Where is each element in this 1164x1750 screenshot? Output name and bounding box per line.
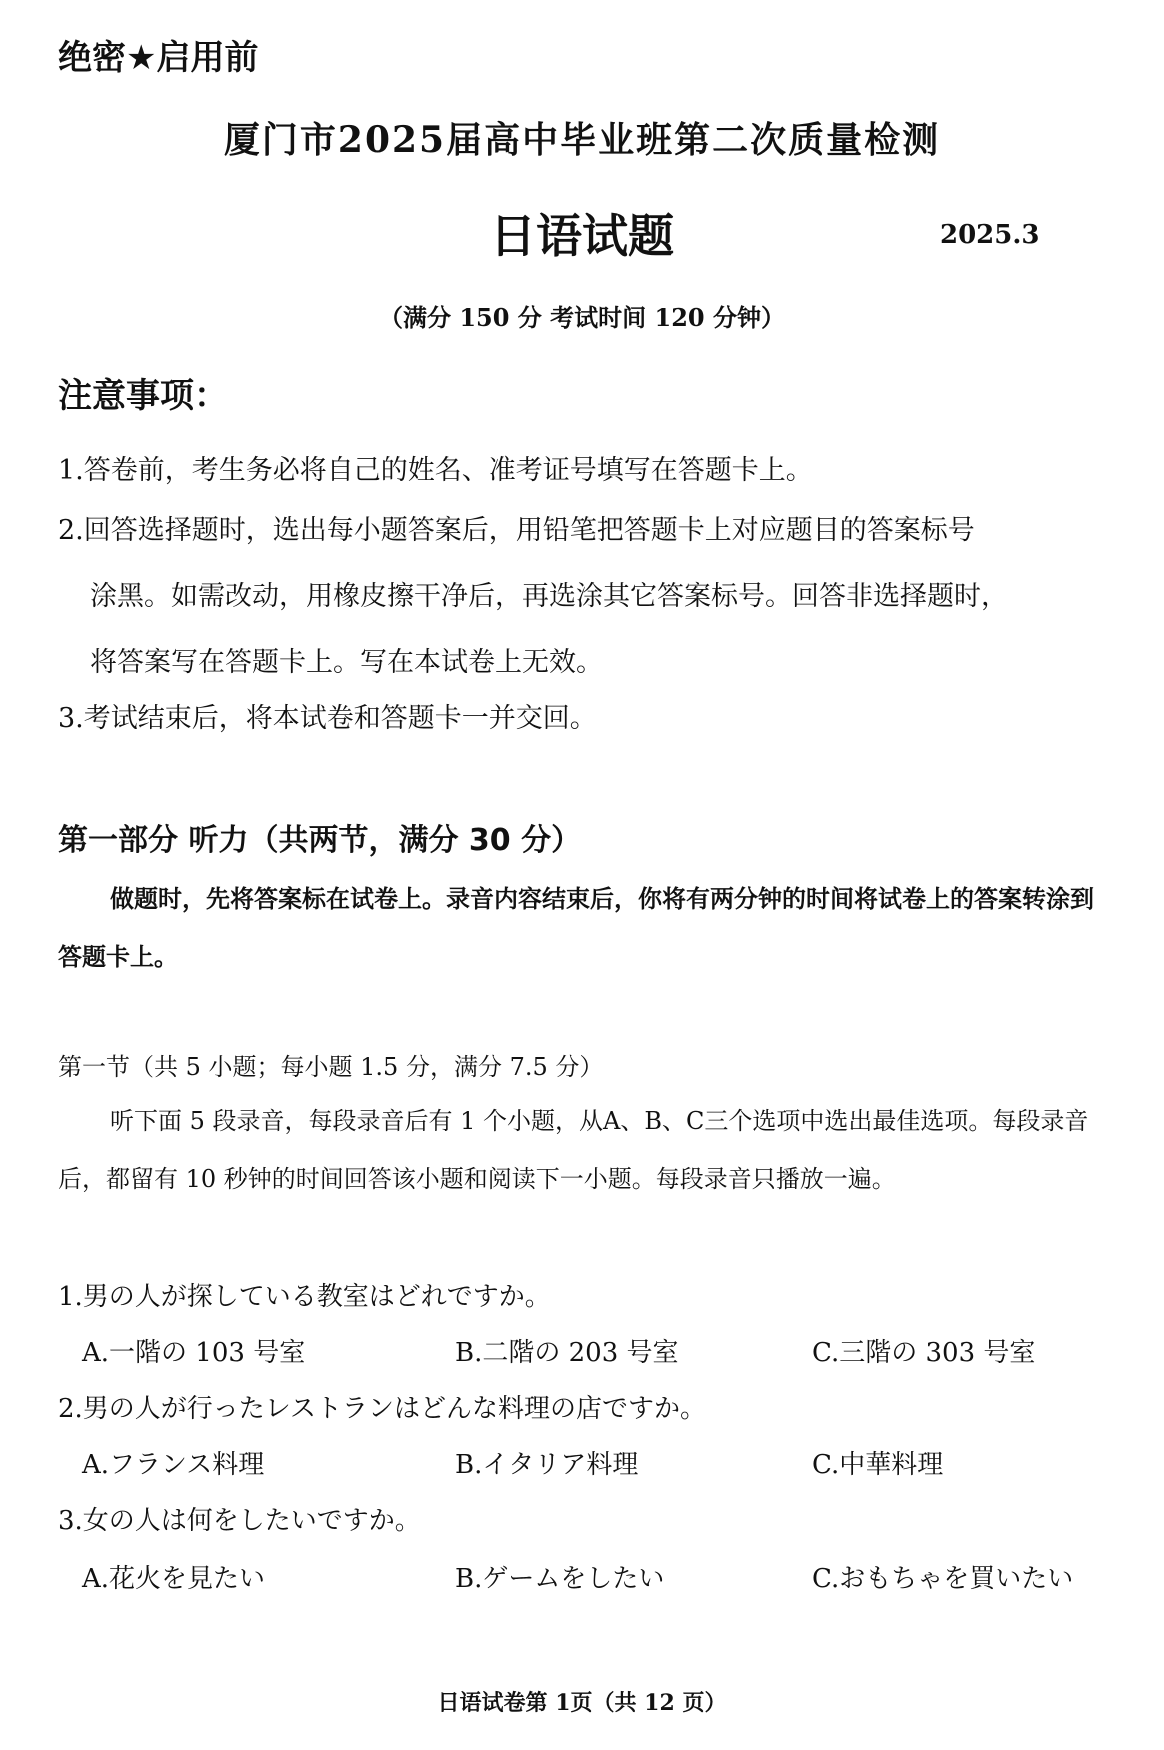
question-2-option-b: B.イタリア料理 bbox=[455, 1450, 639, 1480]
notice-item-1: 1.答卷前，考生务必将自己的姓名、准考证号填写在答题卡上。 bbox=[58, 455, 813, 486]
notice-item-3: 3.考试结束后，将本试卷和答题卡一并交回。 bbox=[58, 703, 597, 734]
question-1-option-c: C.三階の 303 号室 bbox=[812, 1338, 1036, 1368]
subject-title: 日语试题 bbox=[490, 209, 674, 263]
confidential-label: 绝密★启用前 bbox=[58, 38, 259, 78]
question-3-option-c: C.おもちゃを買いたい bbox=[812, 1564, 1074, 1594]
exam-date: 2025.3 bbox=[940, 220, 1040, 250]
question-2-option-c: C.中華料理 bbox=[812, 1450, 944, 1480]
part1-heading: 第一部分 听力（共两节，满分 30 分） bbox=[58, 823, 582, 858]
question-3-option-b: B.ゲームをしたい bbox=[455, 1564, 665, 1594]
exam-title: 厦门市2025届高中毕业班第二次质量检测 bbox=[223, 119, 941, 161]
page-footer: 日语试卷第 1页（共 12 页） bbox=[437, 1690, 727, 1716]
question-2-text: 2.男の人が行ったレストランはどんな料理の店ですか。 bbox=[58, 1394, 707, 1424]
part1-instructions: 做题时，先将答案标在试卷上。录音内容结束后，你将有两分钟的时间将试卷上的答案转涂到答题卡上。 bbox=[58, 884, 1094, 971]
section1-instructions: 听下面 5 段录音，每段录音后有 1 个小题，从A、B、C三个选项中选出最佳选项。每段录音后，都留有 10 秒钟的时间回答该小题和阅读下一小题。每段录音只播放一遍。 bbox=[58, 1107, 1089, 1193]
section1-heading: 第一节（共 5 小题；每小题 1.5 分，满分 7.5 分） bbox=[58, 1053, 604, 1081]
notice-item-2-line-3: 将答案写在答题卡上。写在本试卷上无效。 bbox=[90, 647, 603, 678]
question-3-text: 3.女の人は何をしたいですか。 bbox=[58, 1506, 421, 1536]
question-1-text: 1.男の人が探している教室はどれですか。 bbox=[58, 1282, 551, 1312]
score-info: （满分 150 分 考试时间 120 分钟） bbox=[379, 303, 785, 332]
notice-heading: 注意事项： bbox=[58, 376, 228, 416]
question-1-option-a: A.一階の 103 号室 bbox=[82, 1338, 306, 1368]
question-2-option-a: A.フランス料理 bbox=[82, 1450, 265, 1480]
question-1-option-b: B.二階の 203 号室 bbox=[455, 1338, 679, 1368]
notice-item-2-line-1: 2.回答选择题时，选出每小题答案后，用铅笔把答题卡上对应题目的答案标号 bbox=[58, 515, 975, 546]
notice-item-2-line-2: 涂黑。如需改动，用橡皮擦干净后，再选涂其它答案标号。回答非选择题时， bbox=[90, 581, 1008, 612]
question-3-option-a: A.花火を見たい bbox=[82, 1564, 266, 1594]
notice-item-2 bbox=[58, 512, 1108, 682]
